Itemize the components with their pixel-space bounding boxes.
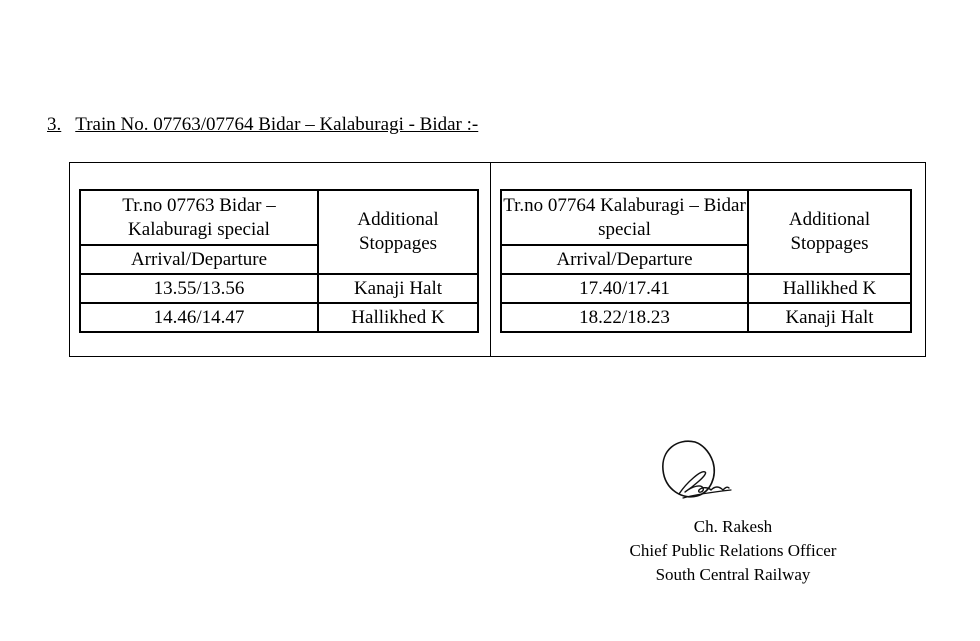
stop-cell: Hallikhed K [748,274,911,303]
stop-cell: Kanaji Halt [748,303,911,332]
schedule-table-07764 [500,189,912,333]
column-divider [490,163,491,356]
signatory-name: Ch. Rakesh [693,517,773,536]
table-row [80,274,478,303]
time-cell: 17.40/17.41 [501,274,748,303]
arrival-departure-header: Arrival/Departure [80,245,318,274]
section-number: 3. [47,114,62,135]
stop-cell: Hallikhed K [318,303,478,332]
table-row [501,303,911,332]
signatory-organization: South Central Railway [655,565,811,584]
time-cell: 14.46/14.47 [80,303,318,332]
stoppages-header: Additional Stoppages [318,190,478,274]
table-row [501,274,911,303]
section-title: Train No. 07763/07764 Bidar – Kalaburagi - Bidar :- [75,114,479,135]
schedule-container [69,162,926,357]
arrival-departure-header: Arrival/Departure [501,245,748,274]
signatory-designation: Chief Public Relations Officer [629,541,837,560]
stop-cell: Kanaji Halt [318,274,478,303]
signatory-block [600,515,866,587]
time-cell: 18.22/18.23 [501,303,748,332]
schedule-table-07763 [79,189,479,333]
train-title-header: Tr.no 07763 Bidar – Kalaburagi special [80,190,318,245]
time-cell: 13.55/13.56 [80,274,318,303]
train-title-header: Tr.no 07764 Kalaburagi – Bidar special [501,190,748,245]
table-row [80,303,478,332]
handwritten-signature [657,436,733,502]
section-heading [47,114,478,136]
stoppages-header: Additional Stoppages [748,190,911,274]
